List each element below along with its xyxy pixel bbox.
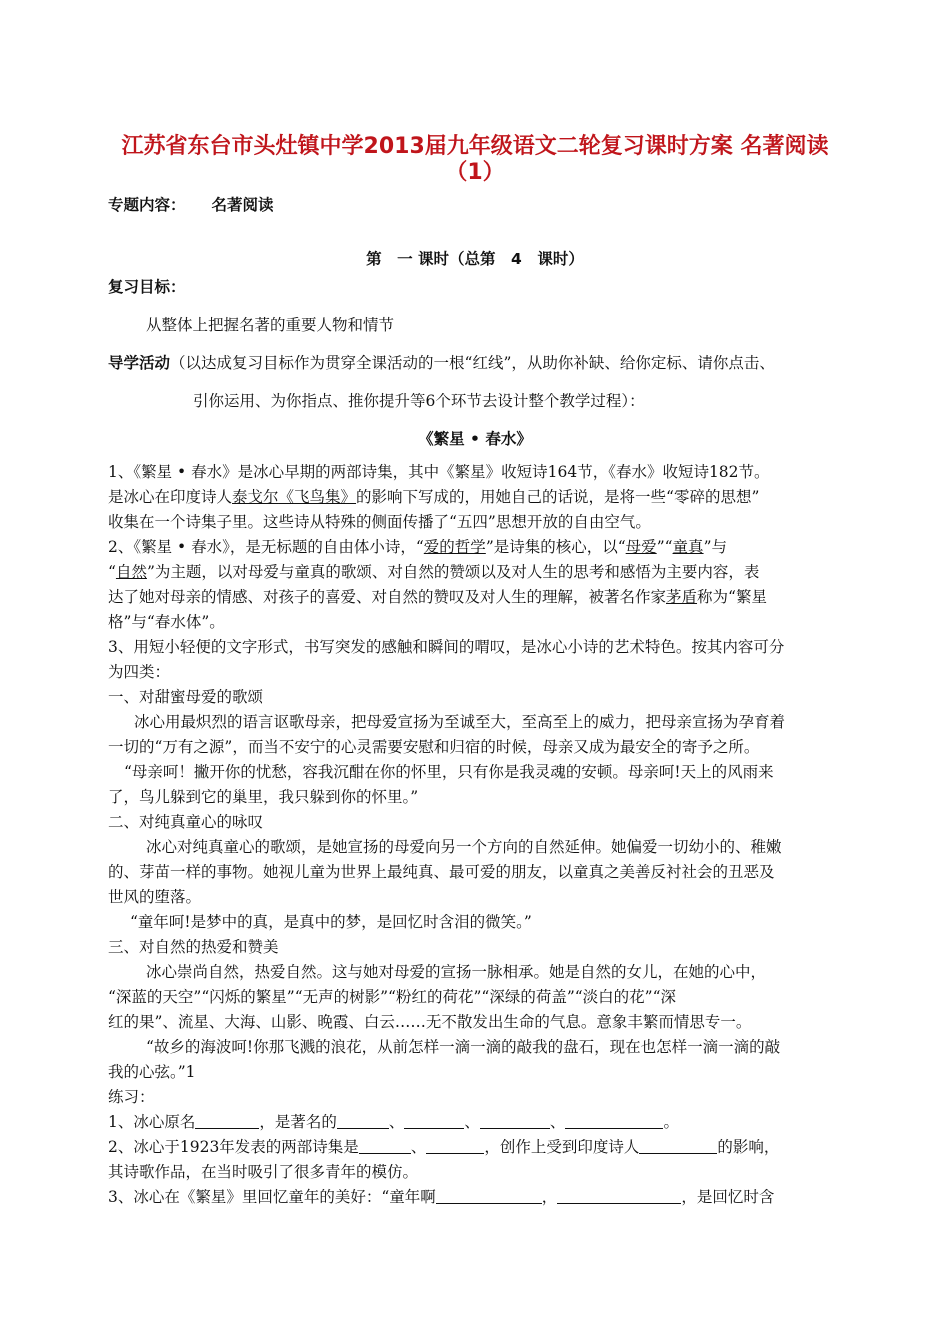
section-2-line-3: 世风的堕落。 [108,888,202,906]
answer-blank[interactable] [404,1112,464,1129]
p1-line-1: 1、《繁星 • 春水》是冰心早期的两部诗集，其中《繁星》收短诗164节，《春水》收短诗182节。 [108,463,770,481]
p2-text: ”与 [703,538,727,556]
exercise-text: 、 [388,1113,405,1131]
section-3-line-2: “深蓝的天空”“闪烁的繁星”“无声的树影”“粉红的荷花”“深绿的荷盖”“淡白的花”“深 [108,988,677,1006]
philosophy-of-love: 爱的哲学 [423,538,486,556]
guide-label: 导学活动 [108,354,171,372]
p1-line-2 [108,486,759,508]
answer-blank[interactable] [639,1137,717,1154]
exercise-text: ，是著名的 [259,1113,337,1131]
exercise-text: ，是回忆时含 [681,1188,775,1206]
exercise-2 [108,1136,779,1158]
p2-text: “ [108,563,116,581]
section-3-quote-1: “故乡的海波呵!你那飞溅的浪花，从前怎样一滴一滴的敲我的盘石，现在也怎样一滴一滴的敲 [146,1038,781,1056]
topic-value: 名著阅读 [211,196,274,214]
theme-child: 童真 [672,538,704,556]
maodun-name: 茅盾 [666,588,698,606]
exercise-text: 、 [410,1138,427,1156]
p2-text: ”“ [656,538,673,556]
guide-line-2: 引你运用、为你指点、推你提升等6个环节去设计整个教学过程）： [193,392,645,410]
p2-line-3 [108,586,767,608]
exercise-text: 、 [549,1113,566,1131]
answer-blank[interactable] [436,1187,542,1204]
p2-text: ”为主题，以对母爱与童真的歌颂、对自然的赞颂以及对人生的思考和感悟为主要内容，表 [146,563,760,581]
p2-text: 达了她对母亲的情感、对孩子的喜爱、对自然的赞叹及对人生的理解，被著名作家 [108,588,667,606]
section-3-line-3: 红的果”、流星、大海、山影、晚霞、白云……无不散发出生命的气息。意象丰繁而情思专一。 [108,1013,752,1031]
answer-blank[interactable] [195,1112,259,1129]
section-1-quote-2: 了，鸟儿躲到它的巢里，我只躲到你的怀里。” [108,788,419,806]
exercise-1 [108,1111,679,1133]
p1-text: 是冰心在印度诗人 [108,488,233,506]
exercise-3 [108,1186,774,1208]
exercise-text: ，创作上受到印度诗人 [484,1138,640,1156]
answer-blank[interactable] [426,1137,484,1154]
guide-text-1: （以达成复习目标作为贯穿全课活动的一根“红线”，从助你补缺、给你定标、请你点击、 [170,354,775,372]
exercise-text: 2、冰心于1923年发表的两部诗集是 [108,1138,359,1156]
section-1-line-2: 一切的“万有之源”，而当不安宁的心灵需要安慰和归宿的时候，母亲又成为最安全的寄予之所。 [108,738,760,756]
answer-blank[interactable] [565,1112,663,1129]
p2-text: 2、《繁星 • 春水》，是无标题的自由体小诗，“ [108,538,424,556]
goal-text: 从整体上把握名著的重要人物和情节 [146,316,395,334]
p1-line-3: 收集在一个诗集子里。这些诗从特殊的侧面传播了“五四”思想开放的自由空气。 [108,513,651,531]
section-1-heading: 一、对甜蜜母爱的歌颂 [108,688,264,706]
exercise-2-line-2: 其诗歌作品，在当时吸引了很多青年的模仿。 [108,1163,419,1181]
topic-row [108,194,274,216]
book-title: 《繁星 • 春水》 [418,430,532,448]
section-2-quote: “童年呵!是梦中的真，是真中的梦，是回忆时含泪的微笑。” [130,913,532,931]
section-3-quote-2: 我的心弦。”1 [108,1063,196,1081]
guide-line-1 [108,352,775,374]
section-2-heading: 二、对纯真童心的咏叹 [108,813,264,831]
p2-text: ”是诗集的核心，以“ [485,538,626,556]
section-3-line-1: 冰心崇尚自然，热爱自然。这与她对母爱的宣扬一脉相承。她是自然的女儿，在她的心中， [146,963,767,981]
exercise-text: 、 [464,1113,480,1131]
section-2-line-2: 的、芽苗一样的事物。她视儿童为世界上最纯真、最可爱的朋友，以童真之美善反衬社会的丑恶及 [108,863,775,881]
goal-label: 复习目标： [108,278,186,296]
stray-birds-text: 《飞鸟集》 [278,488,357,506]
answer-blank[interactable] [557,1187,681,1204]
answer-blank[interactable] [337,1112,389,1129]
p2-line-2 [108,561,759,583]
exercise-text: ， [541,1188,558,1206]
section-1-line-1: 冰心用最炽烈的语言讴歌母亲，把母爱宣扬为至诚至大，至高至上的威力，把母亲宣扬为孕育着 [134,713,786,731]
p1-text: 的影响下写成的，用她自己的话说，是将一些“零碎的思想” [356,488,760,506]
exercise-text: 3、冰心在《繁星》里回忆童年的美好：“童年啊 [108,1188,436,1206]
p2-text: 称为“繁星 [697,588,767,606]
theme-mother: 母爱 [625,538,657,556]
topic-label: 专题内容： [108,196,186,214]
document-title: 江苏省东台市头灶镇中学2013届九年级语文二轮复习课时方案 名著阅读 [121,134,829,159]
p3-line-2: 为四类： [108,663,171,681]
p2-line-4: 格”与“春水体”。 [108,613,225,631]
exercise-text: 1、冰心原名 [108,1113,196,1131]
exercise-text: 。 [663,1113,679,1131]
theme-nature: 自然 [115,563,147,581]
p2-line-1 [108,536,727,558]
answer-blank[interactable] [359,1137,411,1154]
exercise-label: 练习： [108,1088,155,1106]
exercise-text: 的影响， [717,1138,780,1156]
section-1-quote-1: “母亲呵！撇开你的忧愁，容我沉酣在你的怀里，只有你是我灵魂的安顿。母亲呵!天上的风雨来 [124,763,774,781]
section-3-heading: 三、对自然的热爱和赞美 [108,938,279,956]
document-title-number: （1） [445,160,505,185]
p3-line-1: 3、用短小轻便的文字形式，书写突发的感触和瞬间的喟叹，是冰心小诗的艺术特色。按其内容可分 [108,638,785,656]
answer-blank[interactable] [480,1112,550,1129]
tagore-link-text: 泰戈尔 [232,488,279,506]
lesson-heading: 第 一 课时（总第 4 课时） [366,250,584,268]
section-2-line-1: 冰心对纯真童心的歌颂，是她宣扬的母爱向另一个方向的自然延伸。她偏爱一切幼小的、稚嫩 [146,838,782,856]
